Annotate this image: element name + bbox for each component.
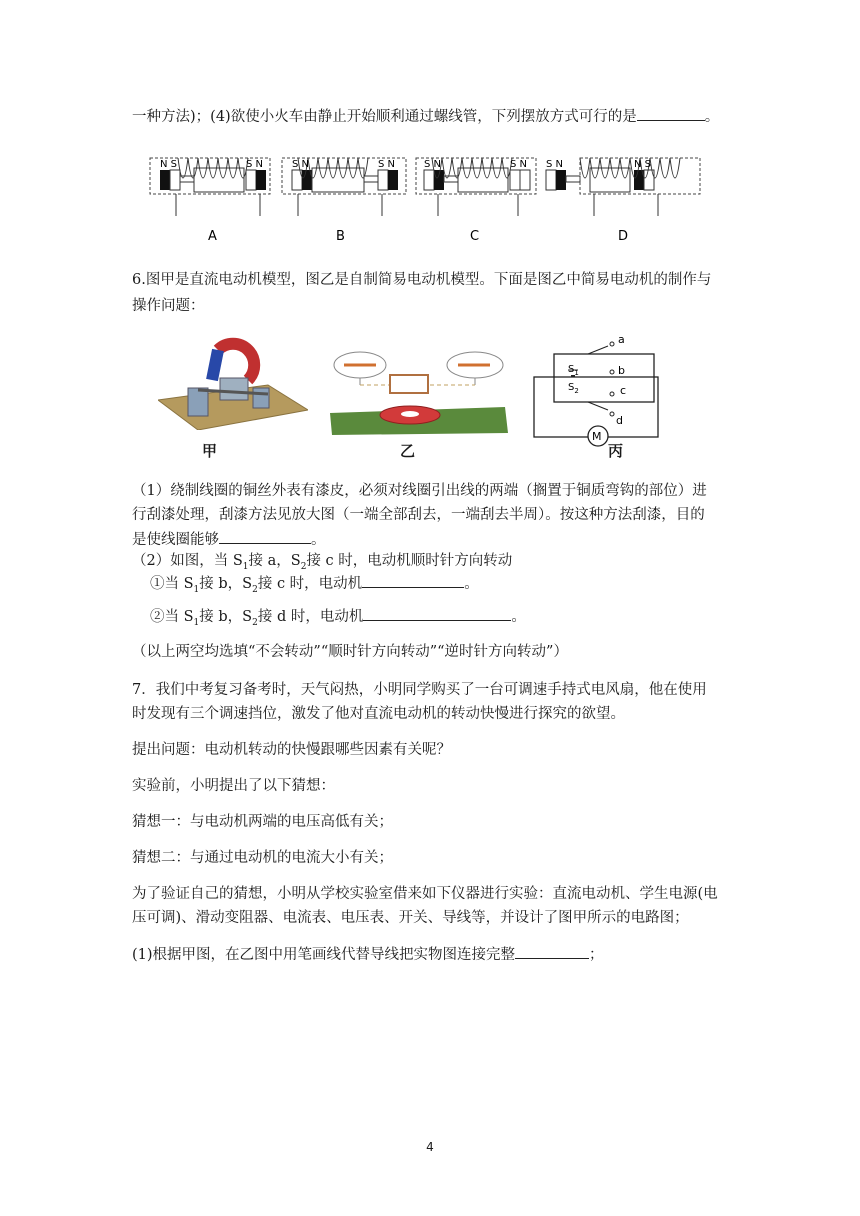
circuit-label-b: b: [618, 364, 625, 377]
circuit-label-a: a: [618, 333, 625, 346]
q6-p2-1-blank[interactable]: [362, 573, 464, 588]
option-a-label: A: [208, 229, 217, 244]
q7-question: 提出问题：电动机转动的快慢跟哪些因素有关呢？: [132, 742, 451, 758]
q6-p2-1-sub1: 1: [193, 584, 200, 595]
q6-intro-line2: 操作问题：: [132, 298, 205, 314]
q5-tail-text: 一种方法)；(4)欲使小火车由静止开始顺利通过螺线管，下列摆放方式可行的是: [132, 109, 637, 125]
q6-p2-1-text-c: 接 c 时，电动机: [257, 576, 363, 592]
option-b-right-poles: S N: [378, 159, 396, 170]
q6-p1-line1: （1）绕制线圈的铜丝外表有漆皮，必须对线圈引出线的两端（搁置于铜质弯钩的部位）进: [132, 483, 707, 499]
q5-answer-blank[interactable]: [637, 106, 705, 121]
circuit-label-d: d: [616, 414, 623, 427]
q5-tail-end: 。: [704, 109, 720, 125]
simple-motor-figure: [330, 345, 510, 435]
option-b-left-poles: S N: [292, 159, 310, 170]
option-a-left-poles: N S: [160, 159, 178, 170]
q7-task1-text: (1)根据甲图，在乙图中用笔画线代替导线把实物图连接完整: [132, 947, 516, 963]
q6-p1-blank[interactable]: [219, 529, 311, 544]
option-c-left-poles: S N: [424, 159, 442, 170]
option-c-label: C: [470, 229, 480, 244]
q6-p2-2-sub2: 2: [252, 617, 258, 628]
option-d-left-poles: S N: [546, 159, 564, 170]
q6-p2-text-c: 接 c 时，电动机顺时针方向转动: [306, 553, 513, 569]
q6-p1-line3: [132, 529, 326, 550]
page-number: 4: [426, 1140, 434, 1154]
option-d-diagram: [546, 158, 700, 244]
q5-tail-line: [132, 106, 719, 127]
solenoid-options-figure: [148, 150, 708, 250]
q6-p2-2-text-a: ②当 S: [150, 609, 194, 625]
figure-label-jia: 甲: [202, 442, 218, 460]
q6-note: （以上两空均选填“不会转动”“顺时针方向转动”“逆时针方向转动”）: [132, 644, 568, 660]
q6-p2-1-text-a: ①当 S: [150, 576, 194, 592]
q7-verify-line2: 压可调)、滑动变阻器、电流表、电压表、开关、导线等，并设计了图甲所示的电路图；: [132, 910, 689, 926]
q6-p2-1-sub2: 2: [252, 584, 258, 595]
q7-guess2: 猜想二：与通过电动机的电流大小有关；: [132, 850, 393, 866]
option-b-diagram: [282, 158, 406, 244]
q6-p1-line3-end: 。: [311, 532, 326, 548]
q6-p2-text-a: （2）如图，当 S: [132, 553, 243, 569]
q7-guess1: 猜想一：与电动机两端的电压高低有关；: [132, 814, 393, 830]
q6-p2-1-end: 。: [464, 576, 479, 592]
option-c-right-poles: S N: [510, 159, 528, 170]
q6-p2-1-line: [150, 573, 479, 600]
q6-p2-text-b: 接 a，S: [248, 553, 301, 569]
option-a-right-poles: S N: [246, 159, 264, 170]
switch-circuit-figure: [528, 332, 678, 452]
q6-p2-2-line: [150, 606, 526, 633]
q6-p2-sub2: 2: [300, 561, 307, 572]
motor-model-figure: [158, 330, 308, 430]
option-b-label: B: [336, 229, 345, 244]
option-d-right-poles: N S: [634, 159, 652, 170]
q7-task1-blank[interactable]: [515, 944, 589, 959]
option-c-diagram: [416, 158, 536, 244]
option-d-label: D: [618, 229, 629, 244]
q7-line2: 时发现有三个调速挡位，激发了他对直流电动机的转动快慢进行探究的欲望。: [132, 706, 625, 722]
circuit-label-s2: $S_2$: [568, 382, 579, 395]
q6-p1-line2: 行刮漆处理，刮漆方法见放大图（一端全部刮去，一端刮去半周）。按这种方法刮漆，目的: [132, 507, 705, 523]
option-a-diagram: [150, 158, 270, 244]
q6-p2-2-blank[interactable]: [363, 606, 511, 621]
q7-before: 实验前，小明提出了以下猜想：: [132, 778, 335, 794]
circuit-label-s1: $S_1$: [568, 364, 579, 377]
q7-task1: [132, 944, 604, 965]
q6-p2-sub1: 1: [242, 561, 249, 572]
motor-symbol-label: M: [592, 430, 602, 443]
q6-p2-2-text-c: 接 d 时，电动机: [257, 609, 364, 625]
q6-p2-2-end: 。: [511, 609, 526, 625]
q6-intro-line1: 6.图甲是直流电动机模型，图乙是自制简易电动机模型。下面是图乙中简易电动机的制作与: [132, 272, 712, 288]
q7-verify-line1: 为了验证自己的猜想，小明从学校实验室借来如下仪器进行实验：直流电动机、学生电源(电: [132, 886, 718, 902]
figure-label-bing: 丙: [608, 442, 624, 460]
q6-p2-2-sub1: 1: [193, 617, 200, 628]
q6-p1-line3-text: 是使线圈能够: [132, 532, 219, 548]
q6-p2-1-text-b: 接 b，S: [199, 576, 253, 592]
q6-p2-2-text-b: 接 b，S: [199, 609, 253, 625]
q7-task1-end: ；: [589, 947, 604, 963]
figure-label-yi: 乙: [400, 442, 416, 460]
circuit-label-c: c: [620, 384, 627, 397]
q7-line1: 7．我们中考复习备考时，天气闷热，小明同学购买了一台可调速手持式电风扇，他在使用: [132, 682, 707, 698]
